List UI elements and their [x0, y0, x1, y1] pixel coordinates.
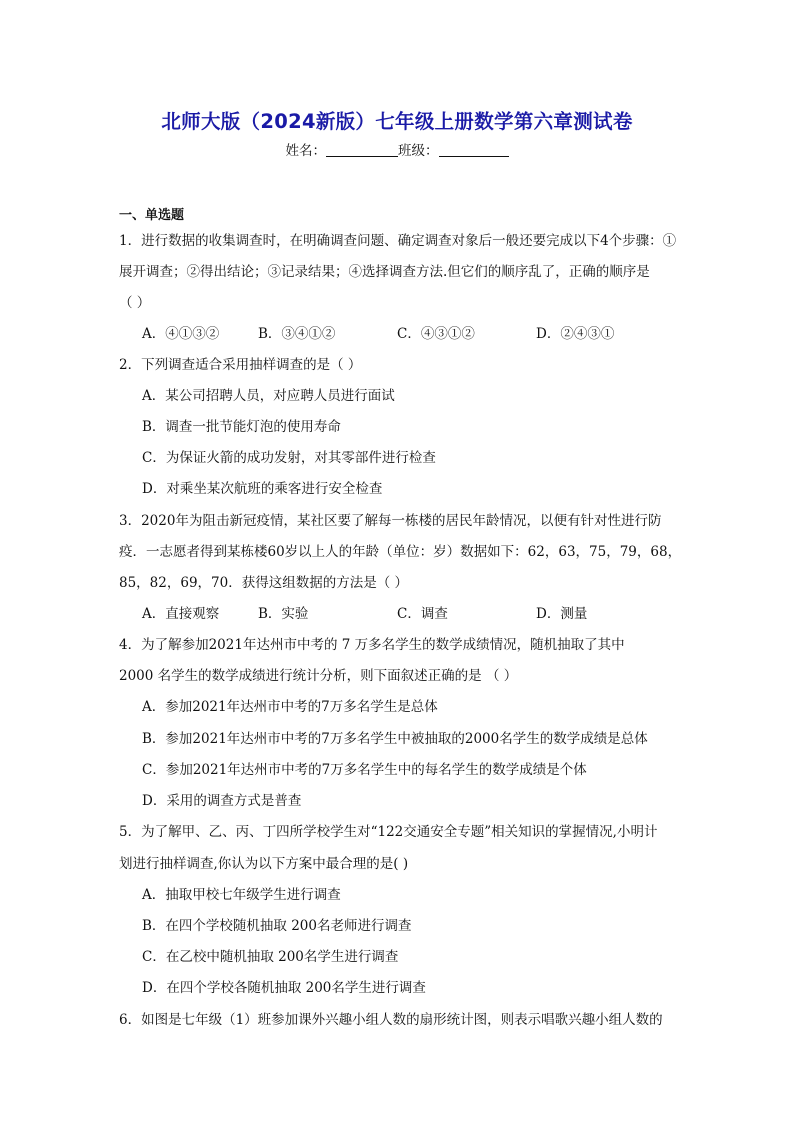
q5-option-d[interactable]: D．在四个学校各随机抽取 200名学生进行调查: [142, 980, 426, 996]
q5-option-b[interactable]: B．在四个学校随机抽取 200名老师进行调查: [142, 918, 412, 934]
section-heading: 一、单选题: [119, 208, 185, 223]
question-2-line-1: 2．下列调查适合采用抽样调查的是（ ）: [119, 357, 362, 373]
q3-option-a[interactable]: A．直接观察: [142, 606, 220, 622]
q5-option-a[interactable]: A．抽取甲校七年级学生进行调查: [142, 887, 341, 903]
question-1-line-3: （ ）: [119, 295, 151, 311]
question-3-line-2: 疫．一志愿者得到某栋楼60岁以上人的年龄（单位：岁）数据如下：62，63，75，79，68，: [119, 544, 682, 560]
question-1-line-1: 1．进行数据的收集调查时，在明确调查问题、确定调查对象后一般还要完成以下4个步骤：①: [119, 233, 677, 249]
q2-option-d[interactable]: D．对乘坐某次航班的乘客进行安全检查: [142, 481, 383, 497]
q4-option-d[interactable]: D．采用的调查方式是普查: [142, 793, 302, 809]
q4-option-b[interactable]: B．参加2021年达州市中考的7万多名学生中被抽取的2000名学生的数学成绩是总体: [142, 731, 648, 747]
q2-option-b[interactable]: B．调查一批节能灯泡的使用寿命: [142, 419, 341, 435]
page-title: 北师大版（2024新版）七年级上册数学第六章测试卷: [161, 110, 633, 133]
class-blank[interactable]: [439, 142, 509, 157]
class-label: 班级：: [398, 143, 439, 159]
name-blank[interactable]: [326, 142, 398, 157]
name-label: 姓名：: [285, 143, 326, 159]
q4-option-c[interactable]: C．参加2021年达州市中考的7万多名学生中的每名学生的数学成绩是个体: [142, 762, 587, 778]
q1-option-d[interactable]: D．②④③①: [536, 326, 615, 342]
question-3-line-3: 85，82，69，70．获得这组数据的方法是（ ）: [119, 575, 409, 591]
q4-option-a[interactable]: A．参加2021年达州市中考的7万多名学生是总体: [142, 699, 438, 715]
q3-option-d[interactable]: D．测量: [536, 606, 588, 622]
question-5-line-1: 5．为了解甲、乙、丙、丁四所学校学生对“122交通安全专题”相关知识的掌握情况,小明计: [119, 824, 658, 840]
q2-option-a[interactable]: A．某公司招聘人员，对应聘人员进行面试: [142, 388, 395, 404]
q1-option-b[interactable]: B．③④①②: [258, 326, 336, 342]
q1-option-a[interactable]: A．④①③②: [142, 326, 220, 342]
name-class-row: [0, 139, 794, 159]
q2-option-c[interactable]: C．为保证火箭的成功发射，对其零部件进行检查: [142, 450, 436, 466]
q1-option-c[interactable]: C．④③①②: [397, 326, 475, 342]
question-6-line-1: 6．如图是七年级（1）班参加课外兴趣小组人数的扇形统计图，则表示唱歌兴趣小组人数的: [119, 1012, 663, 1028]
question-1-line-2: 展开调查；②得出结论；③记录结果；④选择调查方法.但它们的顺序乱了，正确的顺序是: [119, 264, 650, 280]
question-4-line-2: 2000 名学生的数学成绩进行统计分析，则下面叙述正确的是 （ ）: [119, 668, 518, 684]
question-4-line-1: 4．为了解参加2021年达州市中考的 7 万多名学生的数学成绩情况，随机抽取了其中: [119, 637, 625, 653]
q5-option-c[interactable]: C．在乙校中随机抽取 200名学生进行调查: [142, 949, 399, 965]
q3-option-b[interactable]: B．实验: [258, 606, 309, 622]
q3-option-c[interactable]: C．调查: [397, 606, 448, 622]
question-3-line-1: 3．2020年为阻击新冠疫情，某社区要了解每一栋楼的居民年龄情况，以便有针对性进行防: [119, 513, 662, 529]
question-5-line-2: 划进行抽样调查,你认为以下方案中最合理的是( ): [119, 856, 409, 872]
